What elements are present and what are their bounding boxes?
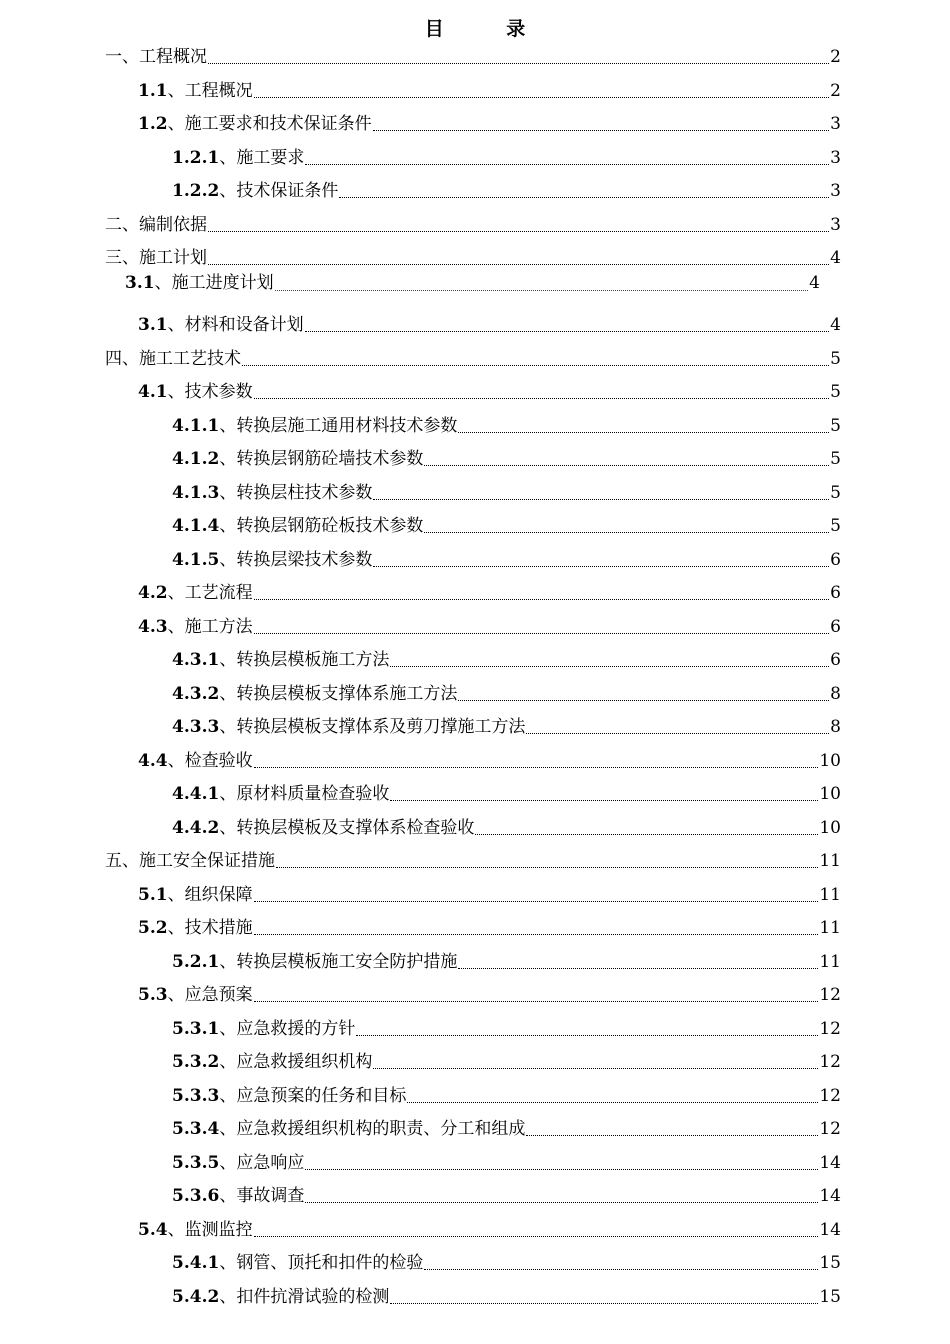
toc-dot-leader bbox=[275, 290, 809, 291]
toc-entry[interactable] bbox=[138, 1215, 841, 1245]
toc-entry-number: 5.4.2 bbox=[172, 1286, 220, 1307]
toc-entry-title: 施工安全保证措施 bbox=[139, 851, 275, 871]
toc-page-number: 3 bbox=[830, 214, 841, 235]
toc-entry-title: 、监测监控 bbox=[167, 1219, 253, 1240]
toc-entry[interactable] bbox=[138, 310, 841, 340]
toc-entry-title: 、扣件抗滑试验的检测 bbox=[219, 1286, 390, 1307]
toc-entry[interactable] bbox=[172, 813, 841, 843]
toc-dot-leader bbox=[373, 566, 829, 567]
toc-dot-leader bbox=[458, 700, 829, 701]
toc-page-number: 14 bbox=[819, 1152, 841, 1173]
toc-entry-title: 、应急响应 bbox=[219, 1152, 305, 1173]
toc-entry-number: 五、 bbox=[105, 851, 139, 871]
toc-page-number: 12 bbox=[819, 1085, 841, 1106]
toc-page-number: 6 bbox=[830, 616, 841, 637]
toc-dot-leader bbox=[208, 231, 829, 232]
toc-entry[interactable] bbox=[138, 578, 841, 608]
toc-entry-number: 5.3.3 bbox=[172, 1085, 220, 1106]
toc-page-number: 12 bbox=[819, 1052, 841, 1072]
toc-entry-number: 3.1 bbox=[138, 315, 168, 335]
toc-page-number: 3 bbox=[830, 114, 841, 134]
toc-entry-number: 5.4.1 bbox=[172, 1253, 220, 1273]
toc-entry-title: 、施工要求和技术保证条件 bbox=[167, 114, 372, 134]
toc-entry[interactable] bbox=[172, 176, 841, 206]
toc-dot-leader bbox=[390, 1303, 818, 1304]
toc-dot-leader bbox=[390, 800, 818, 801]
toc-dot-leader bbox=[526, 1135, 818, 1136]
toc-title: 目 录 bbox=[424, 18, 554, 40]
toc-dot-leader bbox=[373, 130, 830, 131]
toc-page-number: 5 bbox=[830, 449, 841, 469]
toc-entry-title: 、转换层模板及支撑体系检查验收 bbox=[219, 817, 475, 838]
toc-entry-title: 、事故调查 bbox=[219, 1186, 305, 1206]
toc-entry-number: 5.3.5 bbox=[172, 1152, 220, 1173]
toc-entry-number: 四、 bbox=[105, 348, 139, 369]
toc-entry[interactable] bbox=[138, 612, 841, 642]
toc-entry-number: 1.1 bbox=[138, 80, 168, 101]
toc-page-number: 14 bbox=[819, 1219, 841, 1240]
toc-page-number: 6 bbox=[830, 549, 841, 570]
toc-entry-title: 、组织保障 bbox=[167, 884, 253, 905]
toc-dot-leader bbox=[276, 867, 818, 868]
toc-entry-title: 、应急预案 bbox=[167, 985, 253, 1005]
toc-dot-leader bbox=[254, 599, 830, 600]
toc-entry[interactable] bbox=[172, 444, 841, 474]
toc-entry[interactable] bbox=[172, 411, 841, 441]
toc-dot-leader bbox=[254, 97, 830, 98]
toc-entry-number: 三、 bbox=[105, 248, 139, 268]
toc-entry-number: 1.2.2 bbox=[172, 181, 220, 201]
toc-page-number: 5 bbox=[830, 415, 841, 436]
toc-dot-leader bbox=[424, 532, 829, 533]
toc-entry-number: 4.1.3 bbox=[172, 482, 220, 503]
toc-entry-number: 4.3 bbox=[138, 616, 168, 637]
toc-dot-leader bbox=[339, 197, 829, 198]
toc-entry[interactable] bbox=[138, 880, 841, 910]
toc-entry[interactable] bbox=[172, 1047, 841, 1077]
toc-entry[interactable] bbox=[172, 679, 841, 709]
toc-page-number: 8 bbox=[830, 717, 841, 737]
toc-dot-leader bbox=[407, 1102, 818, 1103]
toc-page-number: 2 bbox=[830, 80, 841, 101]
toc-dot-leader bbox=[305, 1169, 818, 1170]
toc-entry-title: 、工艺流程 bbox=[167, 583, 253, 603]
toc-entry-number: 4.1.4 bbox=[172, 516, 220, 536]
toc-page-number: 4 bbox=[830, 315, 841, 335]
toc-page-number: 4 bbox=[830, 248, 841, 268]
toc-entry-number: 4.3.3 bbox=[172, 717, 220, 737]
toc-page-number: 6 bbox=[830, 650, 841, 670]
toc-entry-title: 、转换层施工通用材料技术参数 bbox=[219, 415, 458, 436]
toc-entry-title: 、应急救援组织机构的职责、分工和组成 bbox=[219, 1119, 526, 1139]
toc-entry-title: 、转换层柱技术参数 bbox=[219, 482, 373, 503]
toc-dot-leader bbox=[424, 465, 829, 466]
toc-entry[interactable] bbox=[172, 1248, 841, 1278]
toc-page-number: 10 bbox=[819, 784, 841, 804]
toc-page-number: 12 bbox=[819, 1018, 841, 1039]
toc-entry[interactable] bbox=[125, 268, 820, 298]
toc-entry[interactable] bbox=[172, 478, 841, 508]
toc-dot-leader bbox=[254, 633, 830, 634]
toc-entry-number: 4.4.1 bbox=[172, 784, 220, 804]
toc-entry-number: 5.3 bbox=[138, 985, 168, 1005]
toc-entry-title: 、材料和设备计划 bbox=[167, 315, 304, 335]
toc-entry[interactable] bbox=[172, 645, 841, 675]
toc-entry-title: 、转换层钢筋砼板技术参数 bbox=[219, 516, 424, 536]
toc-entry[interactable] bbox=[105, 344, 841, 374]
toc-entry[interactable] bbox=[172, 1148, 841, 1178]
toc-entry-title: 、施工要求 bbox=[219, 147, 305, 168]
toc-entry[interactable] bbox=[172, 511, 841, 541]
toc-page-number: 11 bbox=[819, 951, 841, 972]
toc-page-number: 2 bbox=[830, 47, 841, 67]
toc-dot-leader bbox=[254, 1001, 819, 1002]
toc-entry-number: 二、 bbox=[105, 214, 139, 235]
toc-entry-title: 、原材料质量检查验收 bbox=[219, 784, 390, 804]
toc-entry-title: 、施工方法 bbox=[167, 616, 253, 637]
toc-entry-title: 、转换层模板施工方法 bbox=[219, 650, 390, 670]
toc-dot-leader bbox=[254, 398, 830, 399]
toc-entry-title: 、检查验收 bbox=[167, 750, 253, 771]
toc-entry-title: 、应急救援组织机构 bbox=[219, 1052, 373, 1072]
toc-entry[interactable] bbox=[138, 109, 841, 139]
toc-dot-leader bbox=[373, 499, 829, 500]
toc-entry[interactable] bbox=[105, 42, 841, 72]
toc-page-number: 11 bbox=[819, 918, 841, 938]
toc-entry[interactable] bbox=[172, 545, 841, 575]
toc-entry-number: 5.3.2 bbox=[172, 1052, 220, 1072]
toc-entry-number: 1.2 bbox=[138, 114, 168, 134]
toc-page-number: 5 bbox=[830, 348, 841, 369]
toc-entry[interactable] bbox=[138, 913, 841, 943]
toc-entry[interactable] bbox=[172, 947, 841, 977]
toc-entry-number: 4.1.2 bbox=[172, 449, 220, 469]
toc-entry[interactable] bbox=[105, 846, 841, 876]
toc-entry-title: 工程概况 bbox=[139, 47, 207, 67]
toc-page-number: 6 bbox=[830, 583, 841, 603]
toc-entry-number: 4.4.2 bbox=[172, 817, 220, 838]
toc-entry[interactable] bbox=[138, 377, 841, 407]
toc-page-number: 15 bbox=[819, 1253, 841, 1273]
toc-dot-leader bbox=[356, 1035, 818, 1036]
toc-entry[interactable] bbox=[138, 980, 841, 1010]
toc-entry-number: 5.3.4 bbox=[172, 1119, 220, 1139]
toc-page-number: 12 bbox=[819, 1119, 841, 1139]
toc-entry-number: 4.3.1 bbox=[172, 650, 220, 670]
toc-entry-number: 4.1.1 bbox=[172, 415, 220, 436]
toc-entry[interactable] bbox=[172, 1014, 841, 1044]
toc-entry[interactable] bbox=[172, 1114, 841, 1144]
toc-dot-leader bbox=[458, 432, 829, 433]
toc-dot-leader bbox=[254, 934, 819, 935]
toc-entry-title: 、工程概况 bbox=[167, 80, 253, 101]
toc-dot-leader bbox=[254, 767, 819, 768]
toc-page-number: 15 bbox=[819, 1286, 841, 1307]
toc-entry-number: 一、 bbox=[105, 47, 139, 67]
toc-entry-number: 5.3.1 bbox=[172, 1018, 220, 1039]
toc-page-number: 3 bbox=[830, 181, 841, 201]
toc-entry-number: 4.2 bbox=[138, 583, 168, 603]
toc-entry-title: 编制依据 bbox=[139, 214, 207, 235]
toc-entry-title: 、钢管、顶托和扣件的检验 bbox=[219, 1253, 424, 1273]
toc-page-number: 11 bbox=[819, 851, 841, 871]
toc-dot-leader bbox=[373, 1068, 818, 1069]
toc-entry[interactable] bbox=[138, 76, 841, 106]
toc-page-number: 12 bbox=[819, 985, 841, 1005]
toc-entry-number: 1.2.1 bbox=[172, 147, 220, 168]
toc-entry-title: 施工计划 bbox=[139, 248, 207, 268]
toc-entry-number: 5.1 bbox=[138, 884, 168, 905]
toc-entry-title: 、技术保证条件 bbox=[219, 181, 339, 201]
toc-entry-number: 5.4 bbox=[138, 1219, 168, 1240]
toc-entry[interactable] bbox=[172, 143, 841, 173]
toc-dot-leader bbox=[305, 1202, 818, 1203]
toc-entry[interactable] bbox=[172, 1081, 841, 1111]
toc-dot-leader bbox=[475, 834, 818, 835]
toc-entry[interactable] bbox=[172, 1282, 841, 1312]
toc-entry-number: 4.4 bbox=[138, 750, 168, 771]
toc-page-number: 10 bbox=[819, 750, 841, 771]
toc-entry-title: 、转换层模板施工安全防护措施 bbox=[219, 951, 458, 972]
toc-page-number: 8 bbox=[830, 683, 841, 704]
toc-dot-leader bbox=[208, 264, 829, 265]
toc-entry-number: 4.1.5 bbox=[172, 549, 220, 570]
toc-page-number: 10 bbox=[819, 817, 841, 838]
toc-entry[interactable] bbox=[172, 779, 841, 809]
toc-dot-leader bbox=[424, 1269, 818, 1270]
toc-entry[interactable] bbox=[172, 712, 841, 742]
toc-dot-leader bbox=[458, 968, 818, 969]
toc-entry-title: 、应急救援的方针 bbox=[219, 1018, 356, 1039]
toc-entry-number: 5.2 bbox=[138, 918, 168, 938]
toc-page-number: 5 bbox=[830, 382, 841, 402]
toc-dot-leader bbox=[305, 331, 830, 332]
toc-dot-leader bbox=[390, 666, 829, 667]
toc-entry-number: 4.3.2 bbox=[172, 683, 220, 704]
toc-page-number: 4 bbox=[809, 272, 820, 293]
toc-entry-title: 、应急预案的任务和目标 bbox=[219, 1085, 407, 1106]
toc-entry-title: 、转换层模板支撑体系及剪刀撑施工方法 bbox=[219, 717, 526, 737]
toc-entry[interactable] bbox=[138, 746, 841, 776]
toc-entry-number: 4.1 bbox=[138, 382, 168, 402]
toc-entry-number: 5.3.6 bbox=[172, 1186, 220, 1206]
toc-page-number: 5 bbox=[830, 516, 841, 536]
toc-dot-leader bbox=[254, 1236, 819, 1237]
toc-page-number: 3 bbox=[830, 147, 841, 168]
toc-entry[interactable] bbox=[105, 210, 841, 240]
toc-dot-leader bbox=[526, 733, 829, 734]
toc-entry-title: 、转换层模板支撑体系施工方法 bbox=[219, 683, 458, 704]
toc-entry-number: 5.2.1 bbox=[172, 951, 220, 972]
toc-entry-title: 、技术参数 bbox=[167, 382, 253, 402]
toc-entry-title: 施工工艺技术 bbox=[139, 348, 241, 369]
toc-entry[interactable] bbox=[172, 1181, 841, 1211]
toc-entry-title: 、转换层梁技术参数 bbox=[219, 549, 373, 570]
toc-page-number: 14 bbox=[819, 1186, 841, 1206]
toc-entry-title: 、技术措施 bbox=[167, 918, 253, 938]
toc-page-number: 11 bbox=[819, 884, 841, 905]
toc-entry-number: 3.1 bbox=[125, 272, 155, 293]
toc-dot-leader bbox=[254, 901, 819, 902]
toc-dot-leader bbox=[305, 164, 829, 165]
toc-entry-title: 、转换层钢筋砼墙技术参数 bbox=[219, 449, 424, 469]
toc-dot-leader bbox=[242, 365, 829, 366]
toc-entry-title: 、施工进度计划 bbox=[154, 272, 274, 293]
toc-page-number: 5 bbox=[830, 482, 841, 503]
toc-dot-leader bbox=[208, 63, 829, 64]
